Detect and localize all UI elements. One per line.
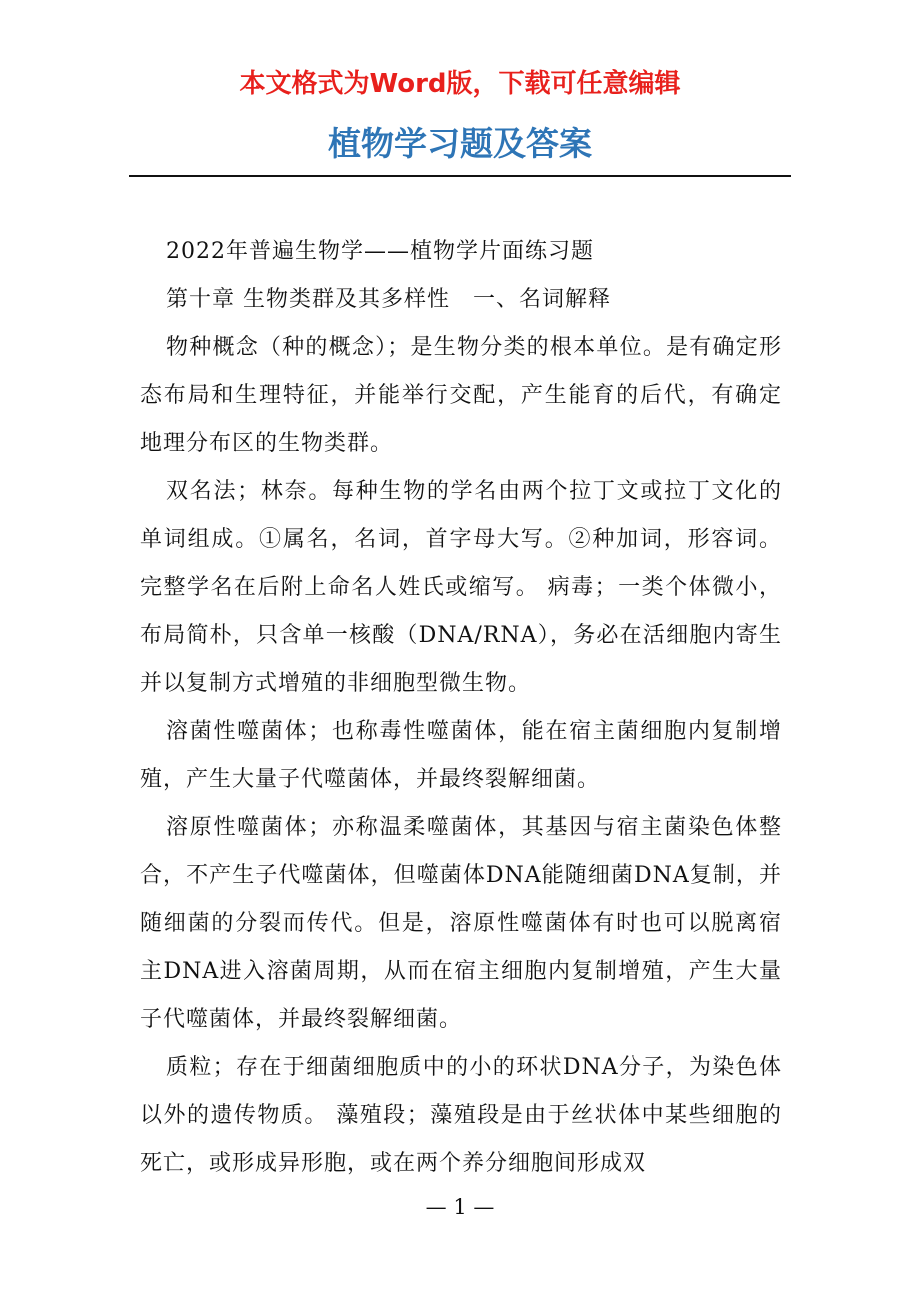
paragraph-chapter: 第十章 生物类群及其多样性 一、名词解释 [166, 287, 611, 312]
document-title: 植物学习题及答案 [328, 124, 592, 163]
paragraph-species-concept: 物种概念（种的概念）；是生物分类的根本单位。是有确定形态布局和生理特征，并能举行交配，产生能育的后代，有确定地理分布区的生物类群。 [140, 335, 782, 456]
page-number: — 1 — [425, 1195, 495, 1219]
paragraph-lytic-phage: 溶菌性噬菌体；也称毒性噬菌体，能在宿主菌细胞内复制增殖，产生大量子代噬菌体，并最终裂解细菌。 [140, 719, 782, 792]
document-body [140, 228, 782, 1188]
paragraph-lysogenic-phage: 溶原性噬菌体；亦称温柔噬菌体，其基因与宿主菌染色体整合，不产生子代噬菌体，但噬菌体DNA能随细菌DNA复制，并随细菌的分裂而传代。但是，溶原性噬菌体有时也可以脱离宿主DNA进入溶菌周期，从而在宿主细胞内复制增殖，产生大量子代噬菌体，并最终裂解细菌。 [140, 815, 782, 1032]
paragraph-binomial-virus: 双名法；林奈。每种生物的学名由两个拉丁文或拉丁文化的单词组成。①属名，名词，首字母大写。②种加词，形容词。完整学名在后附上命名人姓氏或缩写。 病毒；一类个体微小，布局简朴，只含单一核酸（DNA/RNA），务必在活细胞内寄生并以复制方式增殖的非细胞型微生物。 [140, 479, 782, 696]
paragraph-heading: 2022年普遍生物学——植物学片面练习题 [166, 239, 594, 264]
download-banner: 本文格式为Word版，下载可任意编辑 [239, 69, 681, 99]
paragraph-plasmid: 质粒；存在于细菌细胞质中的小的环状DNA分子，为染色体以外的遗传物质。 藻殖段；藻殖段是由于丝状体中某些细胞的死亡，或形成异形胞，或在两个养分细胞间形成双 [140, 1055, 782, 1176]
title-divider [129, 175, 791, 177]
